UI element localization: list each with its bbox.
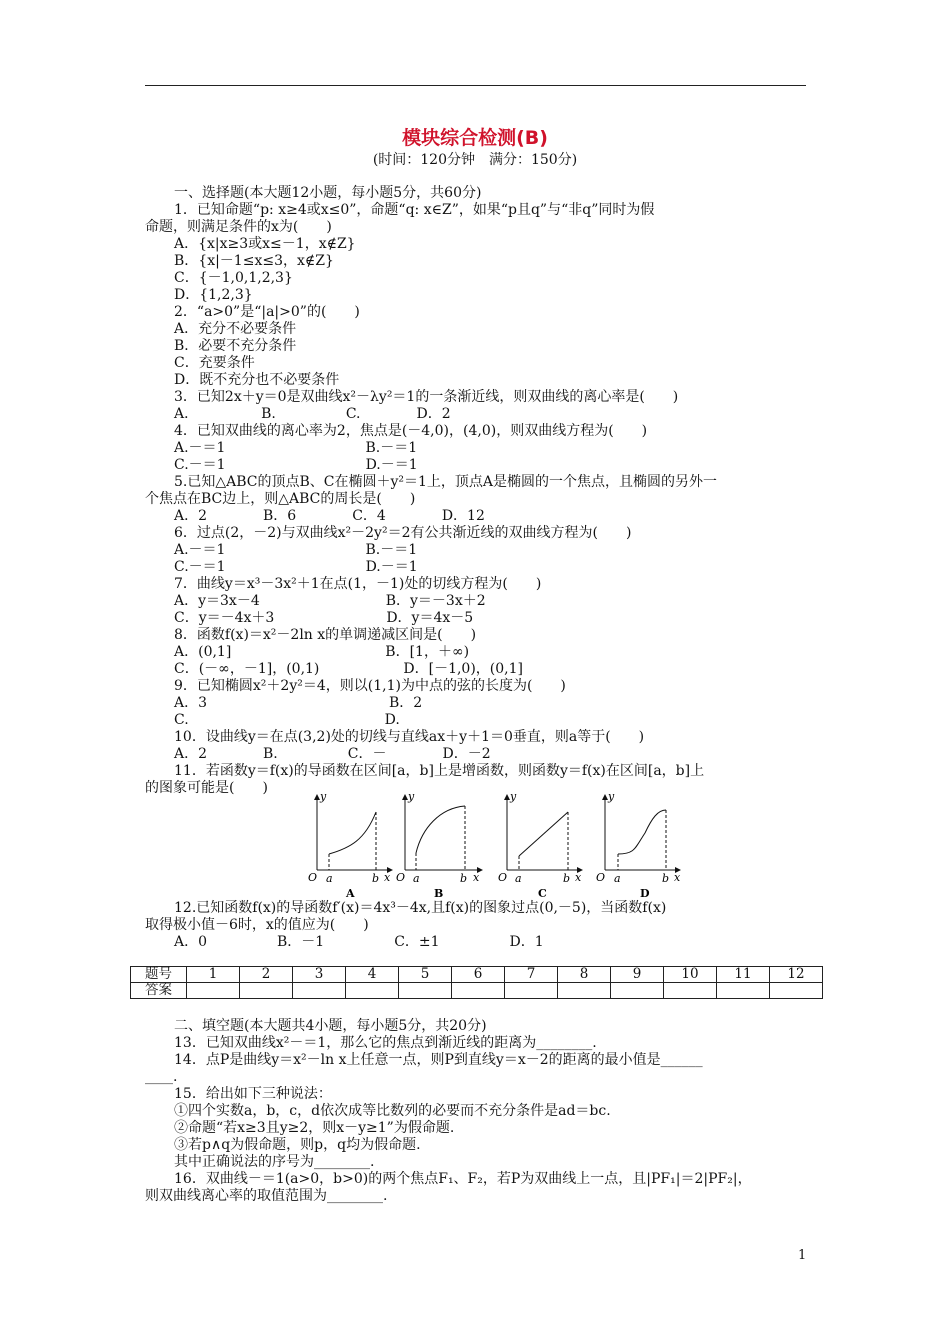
section-heading-fill: 二、填空题(本大题共4小题，每小题5分，共20分): [174, 1018, 487, 1034]
graph-a-y: y: [320, 790, 327, 803]
graph-c-y: y: [510, 790, 517, 803]
table-cell-number: 11: [717, 967, 770, 983]
answer-cell[interactable]: [717, 983, 770, 999]
q1-option-a: A．{x|x≥3或x≤－1，x∉Z}: [174, 236, 356, 252]
q5-line1: 5.已知△ABC的顶点B、C在椭圆＋y²＝1上，顶点A是椭圆的一个焦点，且椭圆的另外一: [174, 474, 718, 490]
q10-stem: 10．设曲线y＝在点(3,2)处的切线与直线ax＋y＋1＝0垂直，则a等于( ): [174, 729, 645, 745]
answer-cell[interactable]: [611, 983, 664, 999]
answer-cell[interactable]: [293, 983, 346, 999]
graph-c: [498, 790, 582, 900]
graph-d: [596, 790, 681, 900]
table-cell-number: 10: [664, 967, 717, 983]
q12-line2: 取得极小值－6时，x的值应为( ): [145, 917, 369, 933]
graph-c-label: C: [538, 887, 547, 900]
q2-option-d: D．既不充分也不必要条件: [174, 372, 340, 388]
q9-options-ab: A．3 B．2: [174, 695, 423, 711]
graph-a-b: b: [372, 872, 380, 885]
q4-options-cd: C.－＝1 D.－＝1: [174, 457, 418, 473]
graph-d-b: b: [662, 872, 670, 885]
q9-options-cd: C. D.: [174, 712, 400, 728]
q7-options-ab: A．y＝3x－4 B．y＝－3x＋2: [174, 593, 486, 609]
q12-options: A．0 B．－1 C．±1 D．1: [174, 934, 544, 950]
graph-b-label: B: [434, 887, 444, 900]
q15-statement-2: ②命题“若x≥3且y≥2，则x－y≥1”为假命题.: [174, 1120, 455, 1136]
answer-cell[interactable]: [399, 983, 452, 999]
graph-d-x: x: [674, 871, 681, 884]
q5-line2: 个焦点在BC边上，则△ABC的周长是( ): [145, 491, 416, 507]
table-cell-number: 5: [399, 967, 452, 983]
graph-c-b: b: [563, 872, 571, 885]
q16-line2: 则双曲线离心率的取值范围为________.: [145, 1188, 388, 1204]
graph-b-origin: O: [396, 871, 406, 884]
answer-cell[interactable]: [452, 983, 505, 999]
q8-options-cd: C．(－∞，－1]，(0,1) D．[－1,0)，(0,1]: [174, 661, 523, 677]
graph-a-label: A: [346, 887, 355, 900]
q3-options: A． B. C. D．2: [174, 406, 451, 422]
page-subtitle: (时间：120分钟 满分：150分): [372, 152, 578, 168]
graph-b-y: y: [408, 790, 415, 803]
page-number: 1: [798, 1248, 807, 1263]
table-cell-number: 6: [452, 967, 505, 983]
q1-option-c: C．{－1,0,1,2,3}: [174, 270, 293, 286]
q8-options-ab: A．(0,1] B．[1，＋∞): [174, 644, 470, 660]
q15-stem: 15．给出如下三种说法：: [174, 1086, 332, 1102]
graph-d-y: y: [608, 790, 615, 803]
graph-d-label: D: [640, 887, 650, 900]
graph-a: [308, 790, 392, 900]
answer-cell[interactable]: [346, 983, 399, 999]
q14-line2: ____.: [145, 1069, 178, 1085]
q6-options-cd: C.－＝1 D.－＝1: [174, 559, 418, 575]
table-head-number: 题号: [131, 967, 187, 983]
page-title: 模块综合检测(B): [402, 127, 548, 149]
table-cell-number: 8: [558, 967, 611, 983]
q2-option-b: B．必要不充分条件: [174, 338, 297, 354]
q3-stem: 3．已知2x＋y＝0是双曲线x²－λy²＝1的一条渐近线，则双曲线的离心率是( ): [174, 389, 679, 405]
table-cell-number: 9: [611, 967, 664, 983]
table-cell-number: 3: [293, 967, 346, 983]
q2-option-c: C．充要条件: [174, 355, 255, 371]
table-head-answer: 答案: [131, 983, 187, 999]
answer-cell[interactable]: [187, 983, 240, 999]
q4-options-ab: A.－＝1 B.－＝1: [174, 440, 418, 456]
q13-stem: 13．已知双曲线x²－＝1，那么它的焦点到渐近线的距离为________.: [174, 1035, 597, 1051]
q8-stem: 8．函数f(x)＝x²－2ln x的单调递减区间是( ): [174, 627, 477, 643]
graph-b-b: b: [460, 872, 468, 885]
answer-cell[interactable]: [240, 983, 293, 999]
table-row-answers: [131, 983, 823, 999]
header-rule: [145, 85, 806, 86]
q6-options-ab: A.－＝1 B.－＝1: [174, 542, 418, 558]
q15-statement-1: ①四个实数a，b，c，d依次成等比数列的必要而不充分条件是ad＝bc.: [174, 1103, 611, 1119]
section-heading-choice: 一、选择题(本大题12小题，每小题5分，共60分): [174, 185, 482, 201]
q7-stem: 7．曲线y＝x³－3x²＋1在点(1，－1)处的切线方程为( ): [174, 576, 542, 592]
graph-b-a: a: [413, 872, 420, 885]
graph-d-a: a: [614, 872, 621, 885]
table-cell-number: 4: [346, 967, 399, 983]
q7-options-cd: C．y＝－4x＋3 D．y＝4x－5: [174, 610, 474, 626]
q1-option-d: D．{1,2,3}: [174, 287, 253, 303]
q15-statement-3: ③若p∧q为假命题，则p，q均为假命题.: [174, 1137, 421, 1153]
q5-options: A．2 B．6 C．4 D．12: [174, 508, 485, 524]
q2-option-a: A．充分不必要条件: [174, 321, 297, 337]
graph-a-a: a: [326, 872, 333, 885]
graph-b-x: x: [473, 871, 480, 884]
q9-stem: 9．已知椭圆x²＋2y²＝4，则以(1,1)为中点的弦的长度为( ): [174, 678, 566, 694]
q11-line2: 的图象可能是( ): [145, 780, 268, 796]
graph-c-x: x: [575, 871, 582, 884]
graph-d-origin: O: [596, 871, 606, 884]
q1-line1: 1．已知命题“p: x≥4或x≤0”，命题“q: x∈Z”，如果“p且q”与“非q”同时为假: [174, 202, 655, 218]
graph-c-origin: O: [498, 871, 508, 884]
table-cell-number: 12: [770, 967, 823, 983]
graph-a-origin: O: [308, 871, 318, 884]
q16-line1: 16．双曲线－＝1(a>0，b>0)的两个焦点F₁、F₂，若P为双曲线上一点，且|PF₁|＝2|PF₂|，: [174, 1171, 752, 1187]
answer-table: [130, 966, 823, 999]
q1-line2: 命题，则满足条件的x为( ): [145, 219, 332, 235]
answer-cell[interactable]: [558, 983, 611, 999]
table-cell-number: 1: [187, 967, 240, 983]
table-cell-number: 7: [505, 967, 558, 983]
graph-c-a: a: [515, 872, 522, 885]
q1-option-b: B．{x|－1≤x≤3，x∉Z}: [174, 253, 334, 269]
table-row-numbers: [131, 967, 823, 983]
q6-stem: 6．过点(2，－2)与双曲线x²－2y²＝2有公共渐近线的双曲线方程为( ): [174, 525, 632, 541]
graph-b: [396, 790, 482, 900]
q11-graphs: [300, 788, 700, 900]
q11-line1: 11．若函数y＝f(x)的导函数在区间[a，b]上是增函数，则函数y＝f(x)在区间[a，b]上: [174, 763, 705, 779]
graph-a-x: x: [384, 871, 391, 884]
q12-line1: 12.已知函数f(x)的导函数f′(x)＝4x³－4x,且f(x)的图象过点(0,－5)，当函数f(x): [174, 900, 667, 916]
table-cell-number: 2: [240, 967, 293, 983]
q10-options: A．2 B. C．－ D．－2: [174, 746, 491, 762]
answer-cell[interactable]: [664, 983, 717, 999]
answer-cell[interactable]: [505, 983, 558, 999]
answer-cell[interactable]: [770, 983, 823, 999]
q15-answer: 其中正确说法的序号为________.: [174, 1154, 375, 1170]
q4-stem: 4．已知双曲线的离心率为2，焦点是(－4,0)，(4,0)，则双曲线方程为( ): [174, 423, 648, 439]
q14-line1: 14．点P是曲线y＝x²－ln x上任意一点，则P到直线y＝x－2的距离的最小值是______: [174, 1052, 703, 1068]
q2-stem: 2．“a>0”是“|a|>0”的( ): [174, 304, 360, 320]
